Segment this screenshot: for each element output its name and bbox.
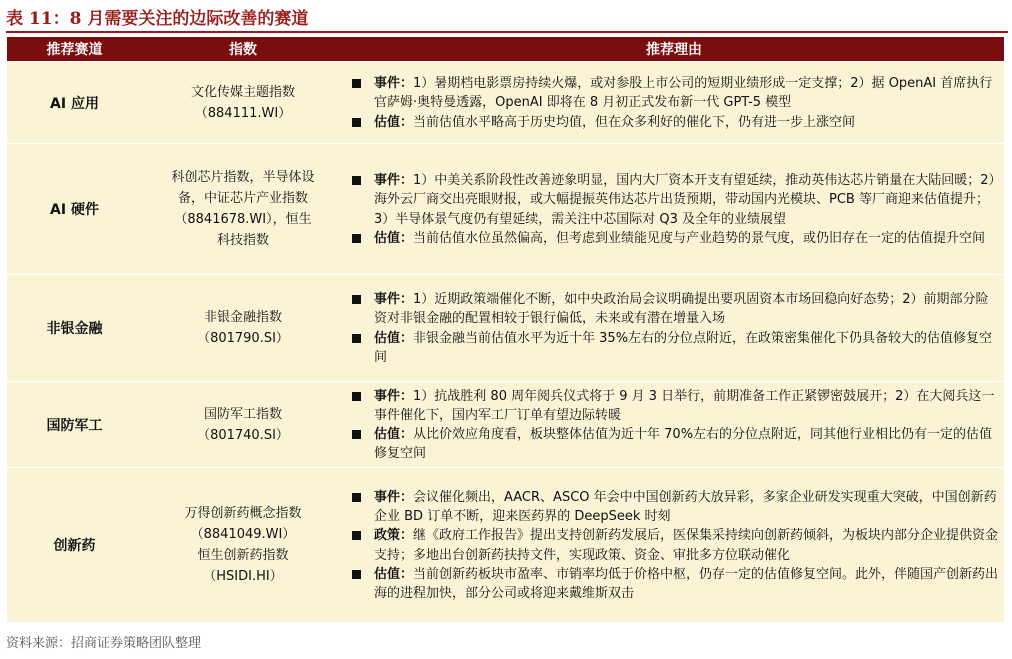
reason-point	[348, 113, 1000, 132]
square-bullet-icon	[352, 334, 361, 343]
square-bullet-icon	[352, 176, 361, 185]
source-note: 资料来源：招商证券策略团队整理	[6, 636, 202, 651]
reason-label: 事件：	[374, 489, 414, 505]
header-sector: 推荐赛道	[7, 37, 142, 62]
reason-cell	[344, 468, 1004, 623]
square-bullet-icon	[352, 531, 361, 540]
reason-label: 估值：	[374, 330, 414, 346]
index-line: 国防军工指数	[203, 406, 282, 422]
table-row	[7, 275, 1004, 382]
square-bullet-icon	[352, 392, 361, 401]
reason-cell	[344, 144, 1004, 275]
index-line: （8841678.WI），恒生	[174, 212, 312, 227]
reason-point	[348, 425, 1000, 463]
reason-text: 1）近期政策端催化不断，如中央政治局会议明确提出要巩固资本市场回稳向好态势；2）前期部分险资对非银金融的配置相较于银行偏低，未来或有潜在增量入场	[374, 292, 989, 327]
square-bullet-icon	[352, 79, 361, 88]
reason-text: 1）中美关系阶段性改善迹象明显，国内大厂资本开支有望延续，推动英伟达芯片销量在大陆回暖；2）海外云厂商交出亮眼财报，或大幅提振英伟达芯片出货预期，带动国内光模块、PCB 等厂商迎来估值提升；3）半导体景气度仍有望延续，需关注中芯国际对 Q3 及全年的业绩展望	[374, 173, 996, 227]
reason-cell	[344, 382, 1004, 468]
index-line: 科技指数	[216, 233, 269, 248]
table-row	[7, 382, 1004, 468]
header-index: 指数	[142, 37, 344, 62]
index-cell	[142, 468, 344, 623]
reason-label: 估值：	[374, 427, 414, 442]
reason-point	[348, 290, 1000, 328]
square-bullet-icon	[352, 493, 361, 502]
reason-text: 从比价效应角度看，板块整体估值为近十年 70%左右的分位点附近，同其他行业相比仍有一定的估值修复空间	[374, 427, 993, 462]
index-line: 科创芯片指数，半导体设	[171, 170, 315, 185]
sector-cell: 非银金融	[7, 275, 142, 382]
square-bullet-icon	[352, 570, 361, 579]
index-line: 万得创新药概念指数	[184, 506, 302, 521]
reason-point	[348, 229, 1000, 248]
reason-label: 估值：	[374, 230, 414, 246]
reason-text: 1）抗战胜利 80 周年阅兵仪式将于 9 月 3 日举行，前期准备工作正紧锣密鼓展开；2）在大阅兵这一事件催化下，国内军工厂订单有望边际转暖	[374, 388, 995, 423]
sector-cell: 国防军工	[7, 382, 142, 468]
index-cell	[142, 62, 344, 144]
index-line: 文化传媒主题指数	[190, 84, 295, 100]
square-bullet-icon	[352, 234, 361, 243]
reason-label: 估值：	[374, 114, 414, 130]
reason-label: 事件：	[374, 388, 414, 404]
reason-point	[348, 329, 1000, 367]
index-line: （801790.SI）	[197, 331, 289, 346]
reason-label: 政策：	[374, 528, 414, 544]
table-body	[7, 62, 1004, 623]
index-cell	[142, 144, 344, 275]
reason-cell	[344, 275, 1004, 382]
reason-text: 1）暑期档电影票房持续火爆，或对参股上市公司的短期业绩形成一定支撑；2）据 OpenAI 首席执行官萨姆·奥特曼透露，OpenAI 即将在 8 月初正式发布新一代 GPT-5 模型	[374, 76, 993, 111]
index-line: 恒生创新药指数	[197, 548, 289, 563]
reason-label: 事件：	[374, 292, 414, 308]
index-line: 备，中证芯片产业指数	[177, 191, 308, 206]
sector-cell: AI 应用	[7, 62, 142, 144]
header-reason: 推荐理由	[344, 37, 1004, 62]
square-bullet-icon	[352, 430, 361, 439]
index-line: （801740.SI）	[197, 427, 289, 443]
index-line: （HSIDI.HI）	[203, 569, 283, 584]
table-row	[7, 62, 1004, 144]
table-row	[7, 144, 1004, 275]
reason-point	[348, 387, 1000, 425]
reason-label: 事件：	[374, 76, 414, 92]
reason-text: 继《政府工作报告》提出支持创新药发展后，医保集采持续向创新药倾斜，为板块内部分企业提供资金支持；多地出台创新药扶持文件，实现政策、资金、审批多方位联动催化	[374, 528, 999, 563]
reason-label: 事件：	[374, 173, 414, 189]
square-bullet-icon	[352, 118, 361, 127]
index-line: 非银金融指数	[203, 310, 282, 325]
index-cell	[142, 382, 344, 468]
sector-cell: 创新药	[7, 468, 142, 623]
reason-point	[348, 565, 1000, 603]
reason-cell	[344, 62, 1004, 144]
reason-point	[348, 171, 1000, 229]
recommendation-table	[7, 37, 1004, 623]
reason-point	[348, 74, 1000, 112]
reason-text: 当前估值水平略高于历史均值，但在众多利好的催化下，仍有进一步上涨空间	[413, 114, 856, 130]
reason-point	[348, 526, 1000, 564]
table-title: 表 11：8 月需要关注的边际改善的赛道	[6, 9, 309, 29]
reason-text: 当前创新药板块市盈率、市销率均低于价格中枢，仍存一定的估值修复空间。此外，伴随国产创新药出海的进程加快，部分公司或将迎来戴维斯双击	[374, 566, 999, 601]
index-line: （8841049.WI）	[190, 527, 296, 542]
title-divider	[6, 31, 1008, 33]
reason-text: 非银金融当前估值水平为近十年 35%左右的分位点附近，在政策密集催化下仍具备较大的估值修复空间	[374, 330, 993, 365]
reason-text: 当前估值水位虽然偏高，但考虑到业绩能见度与产业趋势的景气度，或仍旧存在一定的估值提升空间	[413, 230, 986, 246]
square-bullet-icon	[352, 295, 361, 304]
index-line: （884111.WI）	[194, 105, 292, 121]
table-row	[7, 468, 1004, 623]
sector-cell: AI 硬件	[7, 144, 142, 275]
index-cell	[142, 275, 344, 382]
reason-text: 会议催化频出，AACR、ASCO 年会中中国创新药大放异彩，多家企业研发实现重大突破，中国创新药企业 BD 订单不断，迎来医药界的 DeepSeek 时刻	[374, 489, 997, 525]
table-header-row	[7, 37, 1004, 62]
reason-point	[348, 488, 1000, 526]
reason-label: 估值：	[374, 566, 414, 582]
